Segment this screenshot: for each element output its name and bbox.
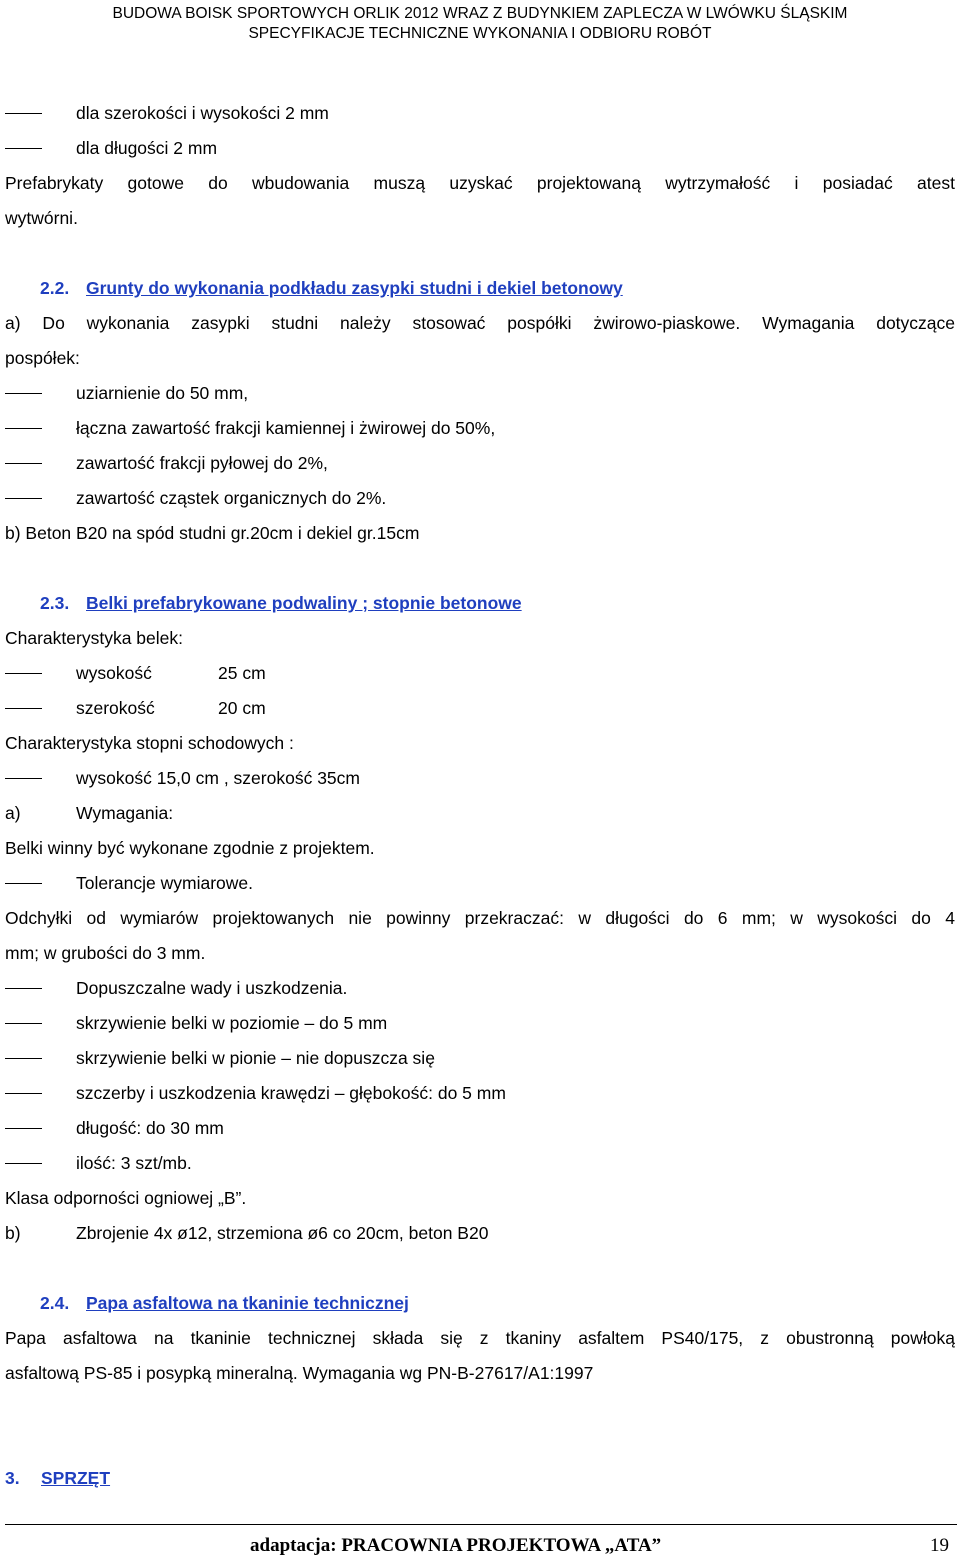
dash-marker — [5, 673, 42, 674]
section-title: Papa asfaltowa na tkaninie technicznej — [86, 1293, 409, 1313]
item-letter: b) — [5, 1223, 21, 1243]
list-item: dla szerokości i wysokości 2 mm — [76, 103, 329, 123]
doc-header-title: BUDOWA BOISK SPORTOWYCH ORLIK 2012 WRAZ Z BUDYNKIEM ZAPLECZA W LWÓWKU ŚLĄSKIM — [112, 5, 848, 22]
paragraph-line: Belki winny być wykonane zgodnie z projektem. — [5, 838, 375, 858]
paragraph-line: mm; w grubości do 3 mm. — [5, 943, 206, 963]
list-item: skrzywienie belki w pionie – nie dopuszcza się — [76, 1048, 435, 1068]
section-title: Belki prefabrykowane podwaliny ; stopnie betonowe — [86, 593, 522, 613]
list-item: zawartość frakcji pyłowej do 2%, — [76, 453, 328, 473]
item-letter: a) — [5, 803, 21, 823]
list-item: uziarnienie do 50 mm, — [76, 383, 249, 403]
list-item-value: 25 cm — [218, 663, 266, 683]
paragraph-line: Prefabrykaty gotowe do wbudowania muszą uzyskać projektowaną wytrzymałość i posiadać atest — [5, 173, 955, 193]
list-item: wysokość 15,0 cm , szerokość 35cm — [76, 768, 360, 788]
dash-marker — [5, 1128, 42, 1129]
footer-rule — [5, 1524, 957, 1525]
paragraph-line: pospółek: — [5, 348, 80, 368]
dash-marker — [5, 988, 42, 989]
dash-marker — [5, 393, 42, 394]
footer-credit: adaptacja: PRACOWNIA PROJEKTOWA „ATA” — [250, 1535, 662, 1556]
dash-marker — [5, 708, 42, 709]
section-number: 2.3. — [40, 593, 70, 613]
dash-marker — [5, 113, 42, 114]
section-number: 2.2. — [40, 278, 70, 298]
doc-header-subtitle: SPECYFIKACJE TECHNICZNE WYKONANIA I ODBIORU ROBÓT — [248, 25, 712, 42]
paragraph-line: asfaltową PS-85 i posypką mineralną. Wymagania wg PN-B-27617/A1:1997 — [5, 1363, 594, 1383]
list-item: zawartość cząstek organicznych do 2%. — [76, 488, 387, 508]
list-item: Dopuszczalne wady i uszkodzenia. — [76, 978, 348, 998]
item-text: Wymagania: — [76, 803, 174, 823]
paragraph-line: b) Beton B20 na spód studni gr.20cm i dekiel gr.15cm — [5, 523, 420, 543]
paragraph-line: Charakterystyka belek: — [5, 628, 183, 648]
dash-marker — [5, 778, 42, 779]
dash-marker — [5, 1058, 42, 1059]
paragraph-line: Papa asfaltowa na tkaninie technicznej składa się z tkaniny asfaltem PS40/175, z obustronną powłoką — [5, 1328, 955, 1348]
section-title: SPRZĘT — [41, 1468, 111, 1488]
dash-marker — [5, 498, 42, 499]
dash-marker — [5, 463, 42, 464]
list-item: szczerby i uszkodzenia krawędzi – głębokość: do 5 mm — [76, 1083, 506, 1103]
section-number: 2.4. — [40, 1293, 70, 1313]
list-item: długość: do 30 mm — [76, 1118, 224, 1138]
list-item: ilość: 3 szt/mb. — [76, 1153, 192, 1173]
paragraph-line: wytwórni. — [5, 208, 78, 228]
item-text: Zbrojenie 4x ø12, strzemiona ø6 co 20cm, beton B20 — [76, 1223, 489, 1243]
dash-marker — [5, 428, 42, 429]
paragraph-line: a) Do wykonania zasypki studni należy stosować pospółki żwirowo-piaskowe. Wymagania dotyczące — [5, 313, 955, 333]
dash-marker — [5, 1093, 42, 1094]
page-number: 19 — [930, 1535, 949, 1556]
list-item: dla długości 2 mm — [76, 138, 218, 158]
list-item-value: 20 cm — [218, 698, 266, 718]
paragraph-line: Odchyłki od wymiarów projektowanych nie powinny przekraczać: w długości do 6 mm; w wysokości do 4 — [5, 908, 955, 928]
list-item-label: szerokość — [76, 698, 155, 718]
paragraph-line: Klasa odporności ogniowej „B”. — [5, 1188, 247, 1208]
list-item: łączna zawartość frakcji kamiennej i żwirowej do 50%, — [76, 418, 496, 438]
list-item: Tolerancje wymiarowe. — [76, 873, 254, 893]
section-number: 3. — [5, 1468, 20, 1488]
list-item-label: wysokość — [76, 663, 152, 683]
dash-marker — [5, 1023, 42, 1024]
dash-marker — [5, 148, 42, 149]
list-item: skrzywienie belki w poziomie – do 5 mm — [76, 1013, 388, 1033]
dash-marker — [5, 883, 42, 884]
paragraph-line: Charakterystyka stopni schodowych : — [5, 733, 294, 753]
dash-marker — [5, 1163, 42, 1164]
section-title: Grunty do wykonania podkładu zasypki studni i dekiel betonowy — [86, 278, 623, 298]
